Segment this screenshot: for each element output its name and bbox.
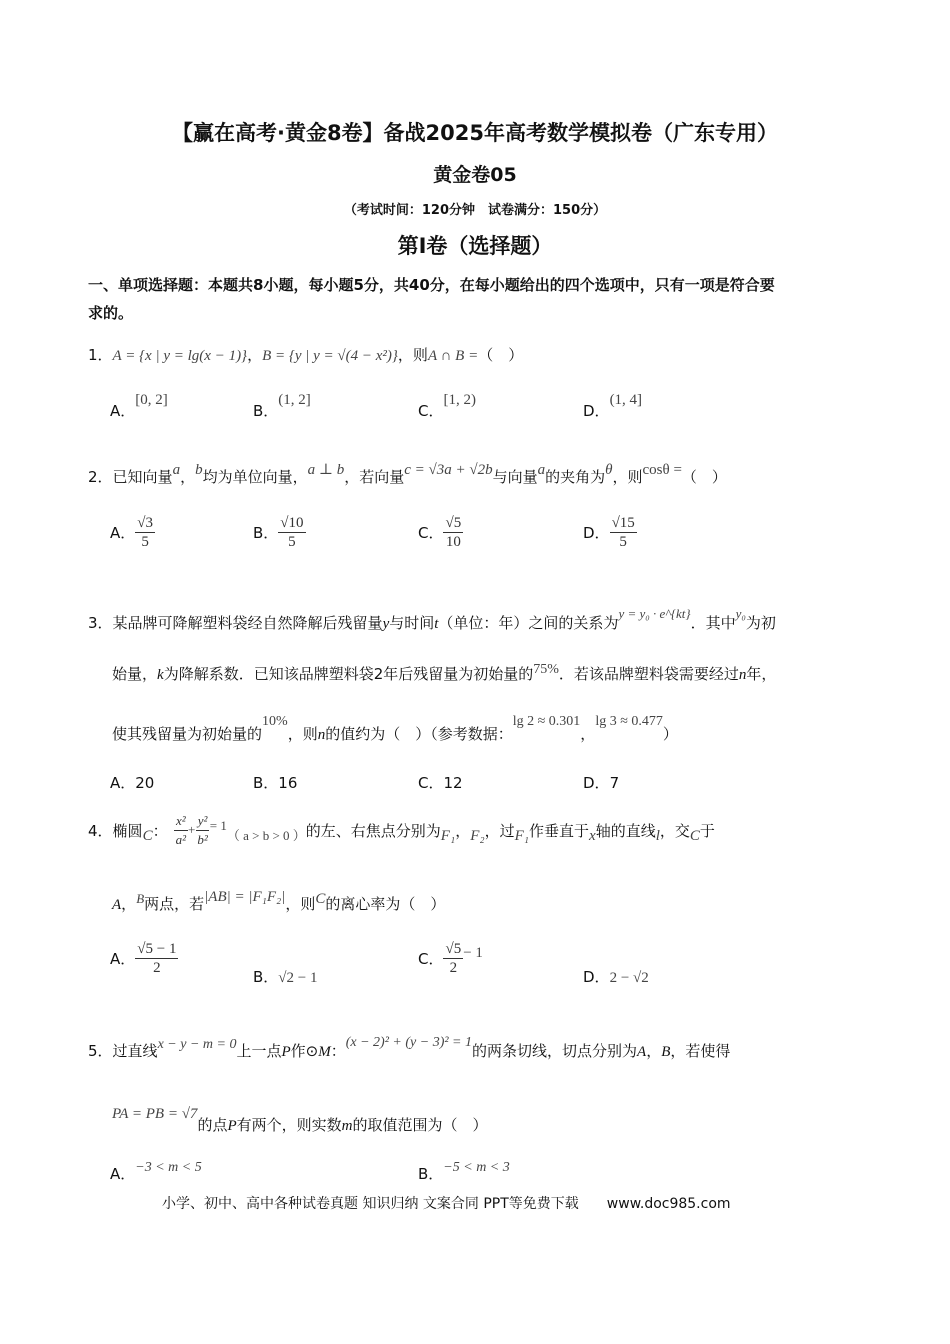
option-fraction xyxy=(443,940,463,977)
q3-text: ．其中 xyxy=(690,614,736,632)
q4-text: 椭圆 xyxy=(112,821,143,840)
option-label: B． xyxy=(253,402,279,420)
q4-text: 于 xyxy=(699,821,715,840)
q4-option-c xyxy=(418,940,483,977)
fraction-numerator: x² xyxy=(174,812,188,831)
q3-text: ，则 xyxy=(287,725,318,743)
option-label: D． xyxy=(583,402,610,420)
fraction-denominator: a² xyxy=(175,831,186,847)
option-label: B． xyxy=(253,968,279,986)
q4-var-b: B xyxy=(136,891,145,906)
option-label: D． xyxy=(583,524,610,542)
q4-var-c: C xyxy=(689,827,700,844)
q3-option-b xyxy=(253,772,297,793)
q1-option-a xyxy=(110,392,168,421)
option-fraction xyxy=(135,940,178,977)
q3-text: 的值约为（ ）（参考数据： xyxy=(325,725,513,743)
q4-var-f1: F₁ xyxy=(514,827,529,844)
q2-text: 已知向量 xyxy=(112,468,173,486)
q2-option-b xyxy=(253,514,306,551)
q2-cos: cosθ = xyxy=(642,462,682,478)
q5-var-b: B xyxy=(661,1044,671,1060)
q3-formula: y = y₀ · e^{kt} xyxy=(618,606,691,621)
q3-var-y0: y₀ xyxy=(735,606,746,621)
option-label: D． xyxy=(583,774,610,792)
q4-frac-y xyxy=(195,812,209,849)
option-value: −5 < m < 3 xyxy=(443,1160,510,1175)
option-fraction xyxy=(135,514,155,551)
option-label: A． xyxy=(110,524,136,542)
q4-option-a xyxy=(110,940,178,977)
q5-var-p: P xyxy=(227,1118,237,1134)
q3-text: ） xyxy=(662,725,678,743)
q3-var-n: n xyxy=(317,727,326,743)
q2-text: ，若向量 xyxy=(344,468,405,486)
fraction-numerator: √5 xyxy=(445,941,462,957)
option-label: C． xyxy=(418,774,444,792)
q2-option-c xyxy=(418,514,463,551)
option-value: 20 xyxy=(135,774,155,792)
q2-text: 与向量 xyxy=(492,468,538,486)
q5-text: 上一点 xyxy=(236,1042,282,1060)
option-value: √2 − 1 xyxy=(278,970,318,986)
q4-text: 轴的直线 xyxy=(595,821,656,840)
option-label: B． xyxy=(418,1165,444,1183)
fraction-denominator: 10 xyxy=(445,534,461,550)
q2-perp: a ⊥ b xyxy=(307,462,345,478)
q4-text: 的离心率为（ ） xyxy=(325,895,446,913)
fraction-numerator: √3 xyxy=(137,515,153,531)
q3-var-t: t xyxy=(434,616,439,632)
q4-var-c: C xyxy=(142,827,153,844)
q4-var-x: x xyxy=(589,827,596,844)
option-label: A． xyxy=(110,1165,136,1183)
q4-option-d xyxy=(583,966,649,987)
option-label: A． xyxy=(110,402,136,420)
q4-condition: （ a > b > 0 ） xyxy=(226,827,306,843)
q2-option-d xyxy=(583,514,637,551)
instructions-line2: 求的。 xyxy=(88,304,134,322)
q3-text: 始量， xyxy=(112,665,158,683)
q5-var-m: M xyxy=(318,1044,331,1060)
q1-option-c xyxy=(418,392,476,421)
question-4-line2 xyxy=(112,889,446,914)
footer xyxy=(162,1193,731,1213)
question-1 xyxy=(88,344,523,365)
q3-lg3: lg 3 ≈ 0.477 xyxy=(595,714,663,729)
option-value: 16 xyxy=(278,774,298,792)
q5-text: 过直线 xyxy=(112,1042,158,1060)
q5-text: ， xyxy=(646,1042,662,1060)
q3-text: ．若该品牌塑料袋需要经过 xyxy=(558,665,739,683)
q4-plus: + xyxy=(188,822,196,837)
q5-text: 有两个，则实数 xyxy=(236,1116,342,1134)
option-value: 7 xyxy=(609,774,620,792)
q3-var-y: y xyxy=(382,616,390,632)
question-3-line2 xyxy=(112,663,776,684)
page-title: 【赢在高考·黄金8卷】备战2025年高考数学模拟卷（广东专用） xyxy=(171,121,779,145)
footer-text: 小学、初中、高中各种试卷真题 知识归纳 文案合同 PPT等免费下载 xyxy=(162,1196,579,1212)
fraction-numerator: y² xyxy=(196,812,210,831)
section-title: 第I卷（选择题） xyxy=(397,234,553,258)
q1-expr: A ∩ B = xyxy=(427,348,479,364)
option-value: 2 − √2 xyxy=(609,970,649,986)
fraction-denominator: 5 xyxy=(288,534,296,550)
option-value: −3 < m < 5 xyxy=(135,1160,202,1175)
fraction-denominator: 2 xyxy=(153,960,161,976)
q5-var-p: P xyxy=(281,1044,291,1060)
q4-text: ， xyxy=(121,895,137,913)
q5-text: ： xyxy=(330,1042,346,1060)
option-label: A． xyxy=(110,774,136,792)
q4-frac-x xyxy=(174,812,188,849)
option-label: C． xyxy=(418,950,444,968)
q2-theta: θ xyxy=(605,462,613,478)
q3-text: 为降解系数．已知该品牌塑料袋2年后残留量为初始量的 xyxy=(163,665,534,683)
option-value: (1, 4] xyxy=(609,392,643,408)
paper-subtitle: 黄金卷05 xyxy=(433,164,517,186)
q5-text: 的两条切线，切点分别为 xyxy=(472,1042,638,1060)
q1-option-d xyxy=(583,392,643,421)
q3-option-a xyxy=(110,772,154,793)
q5-condition: PA = PB = √7 xyxy=(112,1106,198,1122)
option-value: [0, 2] xyxy=(135,392,168,408)
q5-option-a xyxy=(110,1160,202,1184)
q4-text: ： xyxy=(152,821,168,840)
fraction-denominator: 5 xyxy=(619,534,627,550)
question-3-line1 xyxy=(88,606,776,633)
q5-number: 5． xyxy=(88,1042,113,1060)
footer-url[interactable]: www.doc985.com xyxy=(606,1196,731,1212)
q1-paren: （ ） xyxy=(478,346,524,364)
fraction-denominator: 2 xyxy=(449,960,458,976)
q2-vec-b: b xyxy=(195,462,203,478)
q3-percent-75: 75% xyxy=(533,662,559,677)
q4-text: 的左、右焦点分别为 xyxy=(305,821,441,840)
option-fraction xyxy=(443,514,463,551)
option-tail: − 1 xyxy=(463,945,483,961)
q4-var-l: l xyxy=(655,827,660,844)
q3-text: 为初 xyxy=(745,614,776,632)
question-3-line3 xyxy=(112,714,678,744)
question-2 xyxy=(88,462,727,487)
q5-var-m: m xyxy=(341,1118,353,1134)
q3-text: 使其残留量为初始量的 xyxy=(112,725,263,743)
instructions-line1: 一、单项选择题：本题共8小题，每小题5分，共40分，在每小题给出的四个选项中，只有一项是符合要 xyxy=(88,276,775,294)
q4-var-c: C xyxy=(315,891,326,907)
option-label: C． xyxy=(418,524,444,542)
option-label: A． xyxy=(110,950,136,968)
q1-then: ，则 xyxy=(397,346,428,364)
q2-paren: （ ） xyxy=(681,468,727,486)
q2-text: ，则 xyxy=(612,468,643,486)
option-label: C． xyxy=(418,402,444,420)
fraction-numerator: √15 xyxy=(611,515,635,531)
option-fraction xyxy=(610,514,637,551)
q3-percent-10: 10% xyxy=(262,714,288,729)
q2-comma: ， xyxy=(180,468,196,486)
fraction-denominator: b² xyxy=(197,831,208,847)
q3-text: 某品牌可降解塑料袋经自然降解后残留量 xyxy=(112,614,383,632)
q4-number: 4． xyxy=(88,821,113,840)
fraction-numerator: √5 xyxy=(445,515,462,531)
option-fraction xyxy=(278,514,305,551)
question-4-line1 xyxy=(88,808,715,852)
fraction-denominator: 5 xyxy=(141,534,149,550)
q4-text: ，过 xyxy=(484,821,515,840)
q3-comma: ， xyxy=(580,725,596,743)
q4-text: ， xyxy=(455,821,471,840)
q5-option-b xyxy=(418,1160,510,1184)
q1-set-a: A = {x | y = lg(x − 1)} xyxy=(112,348,248,364)
q4-var-f2: F₂ xyxy=(470,827,485,844)
option-label: D． xyxy=(583,968,610,986)
q3-text: （单位：年）之间的关系为 xyxy=(438,614,619,632)
q4-text: 两点，若 xyxy=(144,895,205,913)
q5-var-a: A xyxy=(637,1044,647,1060)
q3-option-d xyxy=(583,772,619,793)
q3-var-k: k xyxy=(157,667,164,683)
q3-number: 3． xyxy=(88,614,113,632)
option-value: [1, 2) xyxy=(443,392,476,408)
q5-line: x − y − m = 0 xyxy=(157,1037,237,1052)
option-label: B． xyxy=(253,774,279,792)
fraction-numerator: √10 xyxy=(280,515,304,531)
q4-var-f1: F₁ xyxy=(440,827,456,844)
q5-text: 的点 xyxy=(197,1116,228,1134)
q5-circle: (x − 2)² + (y − 3)² = 1 xyxy=(345,1035,472,1050)
q5-text: 作⊙ xyxy=(290,1042,319,1060)
fraction-numerator: √5 − 1 xyxy=(137,941,177,957)
q4-condition2: |AB| = |F₁F₂| xyxy=(204,889,286,905)
q4-text: ，交 xyxy=(659,821,690,840)
q4-text: ，则 xyxy=(285,895,316,913)
exam-info: （考试时间：120分钟 试卷满分：150分） xyxy=(343,203,607,218)
question-5-line1 xyxy=(88,1035,731,1061)
option-value: (1, 2] xyxy=(278,392,311,408)
q1-set-b: B = {y | y = √(4 − x²)} xyxy=(262,348,398,364)
q2-vec-a: a xyxy=(172,462,181,478)
q4-text: 作垂直于 xyxy=(529,821,590,840)
option-label: B． xyxy=(253,524,279,542)
question-5-line2 xyxy=(112,1106,488,1135)
q3-text: 年， xyxy=(746,665,777,683)
q3-var-n: n xyxy=(738,667,747,683)
q3-text: 与时间 xyxy=(389,614,435,632)
q2-vec-a2: a xyxy=(537,462,546,478)
q4-eq: = 1 xyxy=(209,818,227,833)
option-value: 12 xyxy=(443,774,463,792)
q1-comma: ， xyxy=(247,346,263,364)
q2-vec-c: c = √3a + √2b xyxy=(404,462,493,478)
q2-option-a xyxy=(110,514,155,551)
q2-text: 均为单位向量， xyxy=(202,468,308,486)
q5-text: ，若使得 xyxy=(670,1042,731,1060)
q2-number: 2． xyxy=(88,468,113,486)
q3-option-c xyxy=(418,772,463,793)
q4-option-b xyxy=(253,966,318,987)
q5-text: 的取值范围为（ ） xyxy=(352,1116,488,1134)
q3-lg2: lg 2 ≈ 0.301 xyxy=(512,714,581,729)
q1-option-b xyxy=(253,392,311,421)
q2-text: 的夹角为 xyxy=(545,468,606,486)
q4-var-a: A xyxy=(112,897,122,913)
q1-number: 1． xyxy=(88,346,113,364)
